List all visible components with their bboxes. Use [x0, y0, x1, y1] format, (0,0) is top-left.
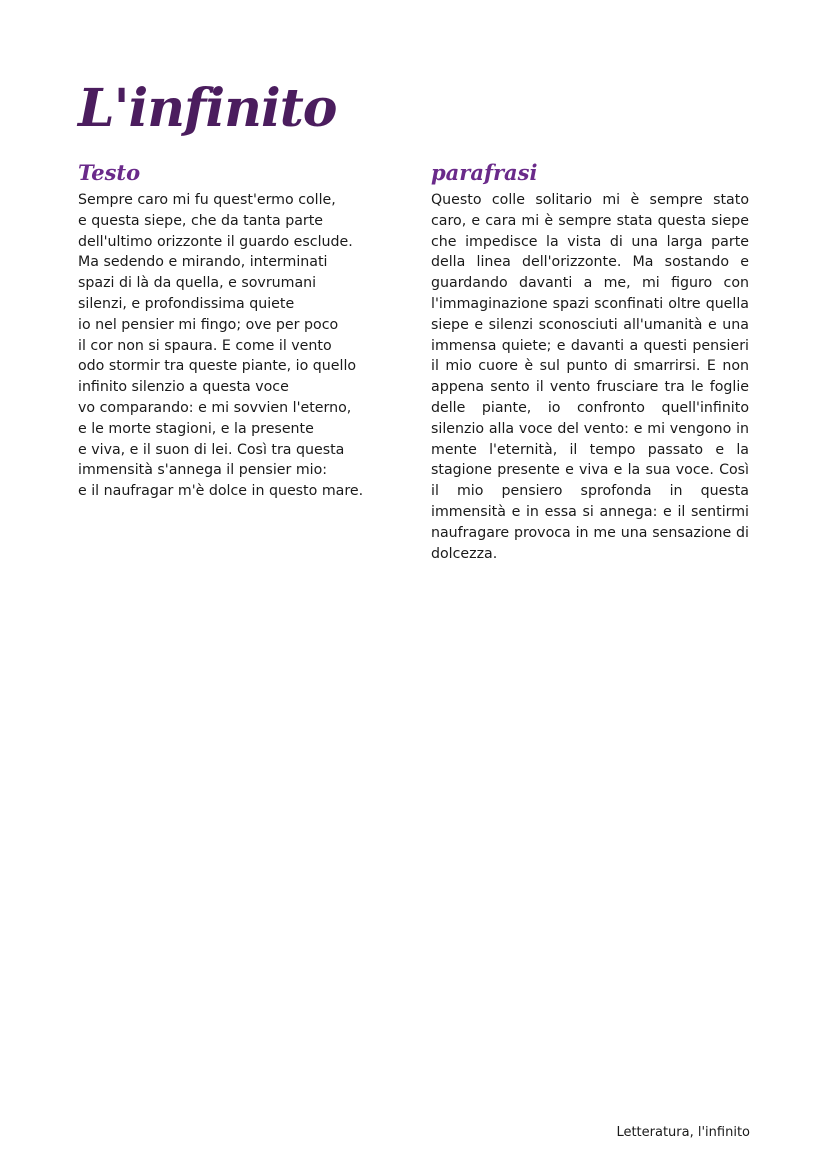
poem-column — [78, 160, 390, 502]
poem-line: Sempre caro mi fu quest'ermo colle, — [78, 192, 336, 208]
poem-line: spazi di là da quella, e sovrumani — [78, 275, 317, 292]
poem-line: e le morte stagioni, e la presente — [78, 420, 314, 437]
poem-line: vo comparando: e mi sovvien l'eterno, — [78, 399, 352, 416]
paraphrase-column — [431, 160, 749, 564]
poem-line: immensità s'annega il pensier mio: — [78, 462, 328, 479]
poem-line: e il naufragar m'è dolce in questo mare. — [78, 483, 364, 500]
poem-line: e viva, e il suon di lei. Così tra questa — [78, 441, 345, 458]
paraphrase-text: Questo colle solitario mi è sempre stato caro, e cara mi è sempre stata questa siepe che impedisce la vista di una larga parte della linea dell'orizzonte. Ma sostando e guardando davanti a me, mi figuro con l'immaginazione spazi sconfinati oltre quella siepe e silenzi sconosciuti all'umanità e una immensa quiete; e davanti a questi pensieri il mio cuore è sul punto di smarrirsi. E non appena sento il vento frusciare tra le foglie delle piante, io confronto quell'infinito silenzio alla voce del vento: e mi vengono in mente l'eternità, il tempo passato e la stagione presente e viva e la sua voce. Così il mio pensiero sprofonda in questa immensità e in essa si annega: e il sentirmi naufragare provoca in me una sensazione di dolcezza. — [431, 192, 749, 562]
poem-line: il cor non si spaura. E come il vento — [78, 337, 332, 354]
page-title: L'infinito — [78, 78, 337, 139]
poem-line: e questa siepe, che da tanta parte — [78, 212, 324, 229]
poem-heading: Testo — [78, 160, 141, 185]
poem-line: odo stormir tra queste piante, io quello — [78, 358, 357, 375]
page-footer: Letteratura, l'infinito — [616, 1125, 750, 1140]
paraphrase-heading: parafrasi — [431, 160, 538, 185]
poem-text — [78, 190, 390, 502]
poem-line: infinito silenzio a questa voce — [78, 379, 289, 396]
poem-line: dell'ultimo orizzonte il guardo esclude. — [78, 233, 353, 250]
poem-line: Ma sedendo e mirando, interminati — [78, 254, 328, 271]
poem-line: io nel pensier mi fingo; ove per poco — [78, 316, 339, 333]
poem-line: silenzi, e profondissima quiete — [78, 295, 295, 312]
